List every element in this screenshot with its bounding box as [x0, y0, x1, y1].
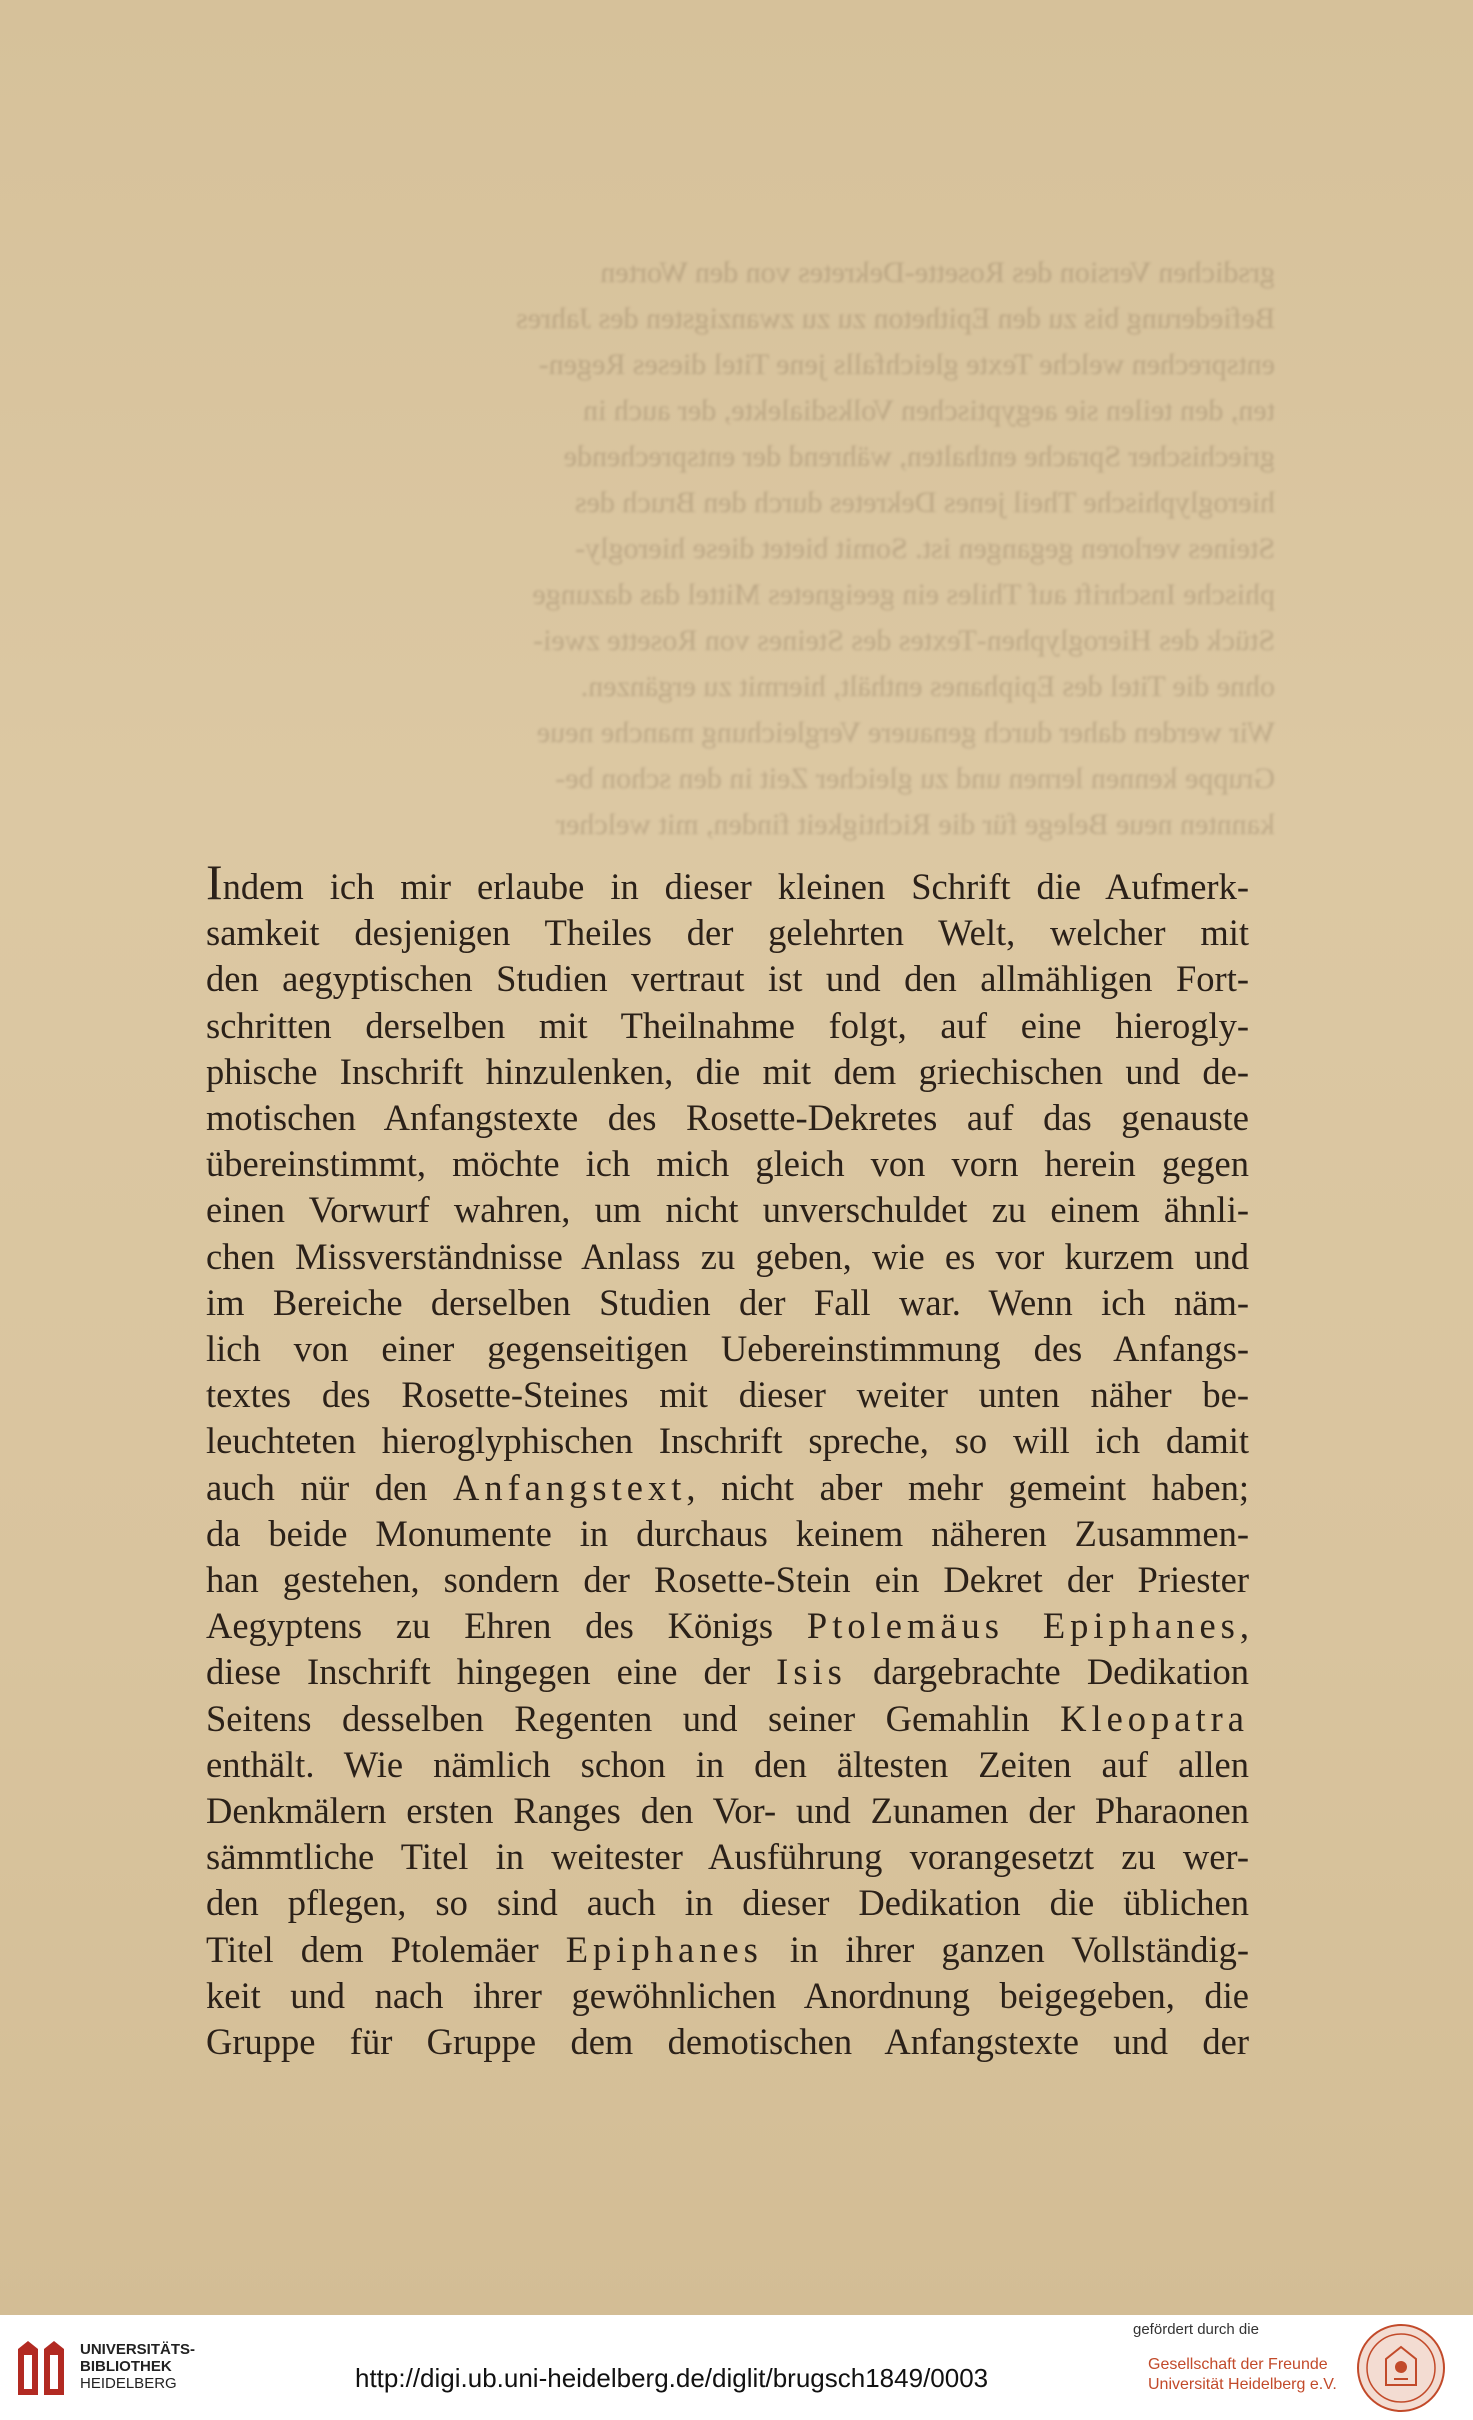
university-seal-icon: [1356, 2323, 1446, 2413]
text-line-19: Seitens desselben Regenten und seiner Gemahlin Kleopatra: [206, 1697, 1249, 1739]
text-line-23: den pflegen, so sind auch in dieser Dedikation die üblichen: [206, 1882, 1249, 1924]
text-line-17: Aegyptens zu Ehren des Königs Ptolemäus Epiphanes,: [206, 1605, 1249, 1647]
text-line-1: Indem ich mir erlaube in dieser kleinen Schrift die Aufmerk-: [206, 854, 1249, 910]
funded-by-label: gefördert durch die: [1133, 2321, 1259, 2338]
initial-capital: I: [206, 854, 223, 910]
text-line-3: den aegyptischen Studien vertraut ist und den allmähligen Fort-: [206, 958, 1249, 1000]
text-line-20: enthält. Wie nämlich schon in den ältesten Zeiten auf allen: [206, 1743, 1249, 1785]
text-line-10: im Bereiche derselben Studien der Fall war. Wenn ich näm-: [206, 1281, 1249, 1323]
body-text: [206, 854, 1249, 2065]
text-line-11: lich von einer gegenseitigen Uebereinstimmung des Anfangs-: [206, 1328, 1249, 1370]
text-line-9: chen Missverständnisse Anlass zu geben, wie es vor kurzem und: [206, 1235, 1249, 1277]
text-line-5: phische Inschrift hinzulenken, die mit dem griechischen und de-: [206, 1050, 1249, 1092]
text-line-13: leuchteten hieroglyphischen Inschrift spreche, so will ich damit: [206, 1420, 1249, 1462]
text-line-12: textes des Rosette-Steines mit dieser weiter unten näher be-: [206, 1374, 1249, 1416]
digitization-footer: [0, 2315, 1473, 2420]
text-line-25: keit und nach ihrer gewöhnlichen Anordnung beigegeben, die: [206, 1974, 1249, 2016]
permalink-url[interactable]: http://digi.ub.uni-heidelberg.de/diglit/brugsch1849/0003: [355, 2363, 989, 2393]
library-name: UNIVERSITÄTS- BIBLIOTHEK HEIDELBERG: [80, 2341, 196, 2392]
text-line-21: Denkmälern ersten Ranges den Vor- und Zunamen der Pharaonen: [206, 1790, 1249, 1832]
library-logo-icon: [14, 2335, 68, 2401]
text-line-22: sämmtliche Titel in weitester Ausführung vorangesetzt zu wer-: [206, 1836, 1249, 1878]
spaced-emphasis: Anfangstext: [452, 1466, 687, 1508]
text-line-6: motischen Anfangstexte des Rosette-Dekretes auf das genauste: [206, 1097, 1249, 1139]
text-line-14: auch nür den Anfangstext, nicht aber mehr gemeint haben;: [206, 1466, 1249, 1508]
spaced-emphasis: Ptolemäus Epiphanes: [806, 1605, 1240, 1647]
text-line-15: da beide Monumente in durchaus keinem näheren Zusammen-: [206, 1512, 1249, 1554]
text-line-8: einen Vorwurf wahren, um nicht unverschuldet zu einem ähnli-: [206, 1189, 1249, 1231]
text-line-18: diese Inschrift hingegen eine der Isis dargebrachte Dedikation: [206, 1651, 1249, 1693]
text-line-2: samkeit desjenigen Theiles der gelehrten Welt, welcher mit: [206, 912, 1249, 954]
text-line-24: Titel dem Ptolemäer Epiphanes in ihrer ganzen Vollständig-: [206, 1928, 1249, 1970]
text-line-26: Gruppe für Gruppe dem demotischen Anfangstexte und der: [206, 2021, 1249, 2063]
spaced-emphasis: Isis: [776, 1651, 847, 1693]
spaced-emphasis: Epiphanes: [565, 1928, 763, 1970]
bleed-through-texture: grsdichen Version des Rosette-Dekretes von den Worten Befiederung bis zu den Epitheton zu zu zwanzigsten des Jahres entsprechen welche Texte gleichfalls jene Titel dieses Regen- ten, den teilen sie aegyptischen Volksdialekte, der auch in griechischer Sprache enthalten, während der entsprechende hieroglyphische Theil jenes Dekretes durch den Bruch des Steines verloren gegangen ist. Somit bietet diese hierogly- phische Inschrift auf Thiles ein geeignetes Mittel das dazunge Stück des Hieroglyphen-Textes des Steines von Rosette zwei- ohne die Titel des Epiphanes enthält, hiermit zu ergänzen. Wir werden daher durch genauere Vergleichung manche neue Gruppe kennen lernen und zu gleicher Zeit in den schon be- kannten neue Belege für die Richtigkeit finden, mit welcher: [516, 256, 1275, 841]
spaced-emphasis: Kleopatra: [1060, 1697, 1249, 1739]
text-line-7: übereinstimmt, möchte ich mich gleich von vorn herein gegen: [206, 1143, 1249, 1185]
text-line-4: schritten derselben mit Theilnahme folgt, auf eine hierogly-: [206, 1004, 1249, 1046]
text-line-16: han gestehen, sondern der Rosette-Stein ein Dekret der Priester: [206, 1559, 1249, 1601]
society-name: Gesellschaft der Freunde Universität Heidelberg e.V.: [1148, 2356, 1337, 2393]
